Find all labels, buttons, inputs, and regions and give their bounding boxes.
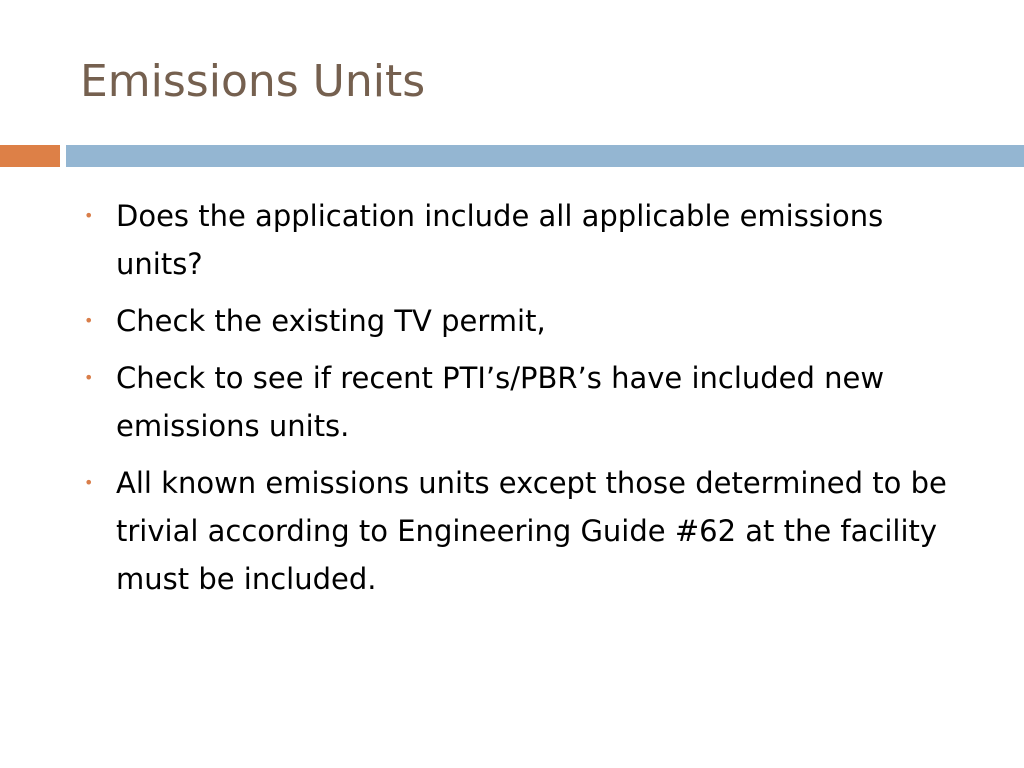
- bullet-text: All known emissions units except those determined to be trivial according to Engineering Guide #62 at the facility must be included.: [116, 466, 947, 596]
- bullet-dot-icon: •: [84, 473, 94, 492]
- bullet-text: Check to see if recent PTI’s/PBR’s have included new emissions units.: [116, 361, 885, 443]
- bullet-dot-icon: •: [84, 368, 94, 387]
- bullet-item: [78, 192, 978, 288]
- bullet-text: Check the existing TV permit,: [116, 304, 546, 338]
- accent-bar-left: [0, 145, 60, 167]
- bullet-list: [78, 192, 978, 612]
- bullet-item: [78, 459, 978, 603]
- slide-title: Emissions Units: [80, 56, 426, 107]
- bullet-dot-icon: •: [84, 311, 94, 330]
- accent-bar-right: [66, 145, 1024, 167]
- bullet-item: [78, 354, 978, 450]
- bullet-text: Does the application include all applicable emissions units?: [116, 199, 884, 281]
- bullet-item: [78, 297, 978, 345]
- bullet-dot-icon: •: [84, 206, 94, 225]
